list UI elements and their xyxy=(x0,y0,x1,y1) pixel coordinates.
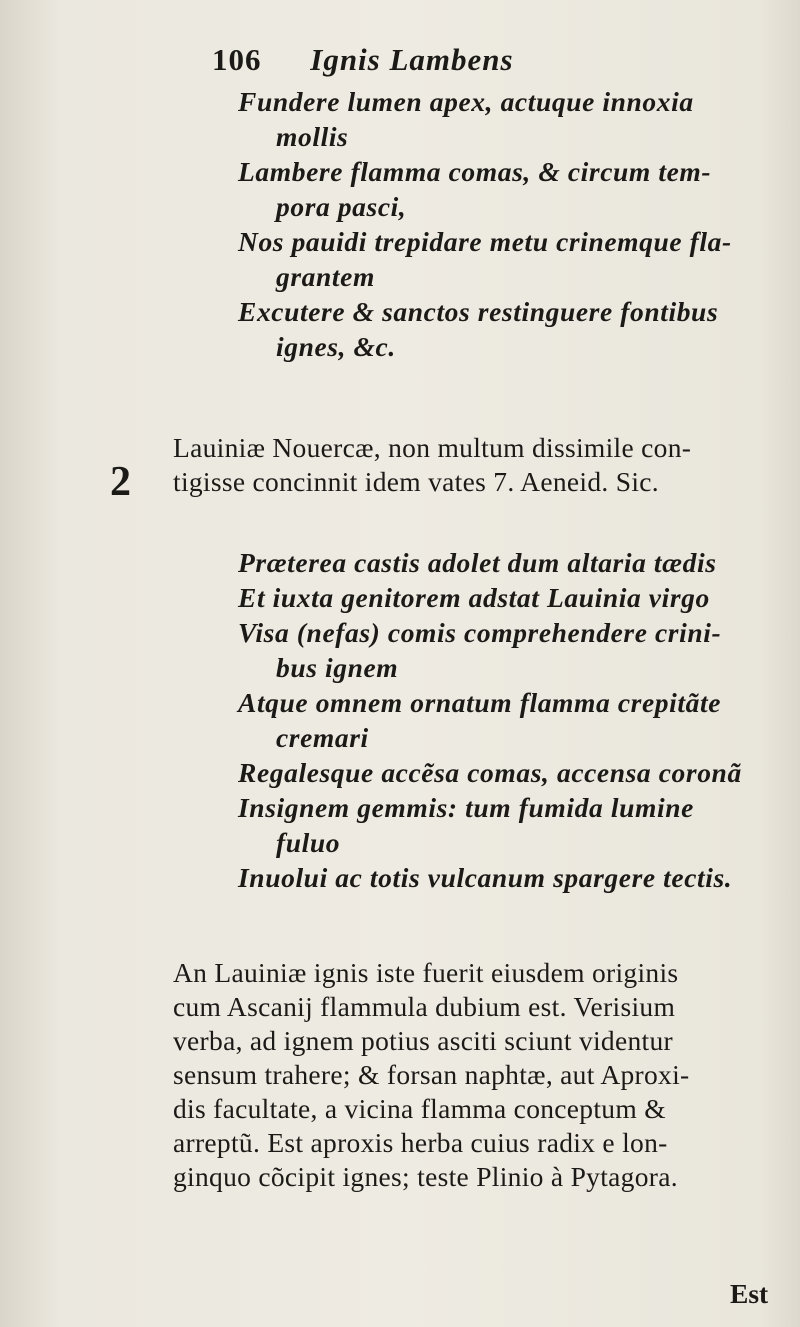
prose-line: ginquo cõcipit ignes; teste Plinio à Pytagora. xyxy=(173,1161,678,1192)
prose-line: Lauiniæ Nouercæ, non multum dissimile con- xyxy=(173,432,692,463)
verse-line: Fundere lumen apex, actuque innoxia xyxy=(238,86,694,117)
running-title: Ignis Lambens xyxy=(310,42,514,77)
prose-line: sensum trahere; & forsan naphtæ, aut Aproxi- xyxy=(173,1059,690,1090)
prose-line: cum Ascanij flammula dubium est. Verisium xyxy=(173,991,676,1022)
prose-line: verba, ad ignem potius asciti sciunt videntur xyxy=(173,1025,673,1056)
verse-line: Et iuxta genitorem adstat Lauinia virgo xyxy=(238,582,710,613)
verse-line: ignes, &c. xyxy=(276,331,396,362)
marginal-number: 2 xyxy=(110,459,131,505)
verse-line: Præterea castis adolet dum altaria tædis xyxy=(238,547,717,578)
verse-block-2 xyxy=(238,545,798,895)
prose-line: tigisse concinnit idem vates 7. Aeneid. Sic. xyxy=(173,466,659,497)
verse-line: Nos pauidi trepidare metu crinemque fla- xyxy=(238,226,732,257)
verse-line: Atque omnem ornatum flamma crepitãte xyxy=(238,687,722,718)
verse-line: Inuolui ac totis vulcanum spargere tectis. xyxy=(238,862,733,893)
verse-line: Lambere flamma comas, & circum tem- xyxy=(238,156,712,187)
verse-line: Excutere & sanctos restinguere fontibus xyxy=(238,296,719,327)
verse-block-1 xyxy=(238,84,798,364)
verse-line: mollis xyxy=(276,121,349,152)
verse-line: pora pasci, xyxy=(276,191,407,222)
verse-line: fuluo xyxy=(276,827,341,858)
verse-line: bus ignem xyxy=(276,652,399,683)
running-head xyxy=(212,42,612,78)
verse-line: Insignem gemmis: tum fumida lumine xyxy=(238,792,694,823)
prose-paragraph-2 xyxy=(173,956,773,1194)
prose-line: arreptũ. Est aproxis herba cuius radix e lon- xyxy=(173,1127,668,1158)
prose-line: dis facultate, a vicina flamma conceptum & xyxy=(173,1093,666,1124)
verse-line: grantem xyxy=(276,261,375,292)
verse-line: Regalesque accẽsa comas, accensa coronã xyxy=(238,757,742,788)
verse-line: cremari xyxy=(276,722,369,753)
verse-line: Visa (nefas) comis comprehendere crini- xyxy=(238,617,722,648)
prose-line: An Lauiniæ ignis iste fuerit eiusdem originis xyxy=(173,957,679,988)
page-number: 106 xyxy=(212,42,262,77)
catchword: Est xyxy=(730,1278,769,1309)
prose-paragraph-1 xyxy=(173,431,773,499)
